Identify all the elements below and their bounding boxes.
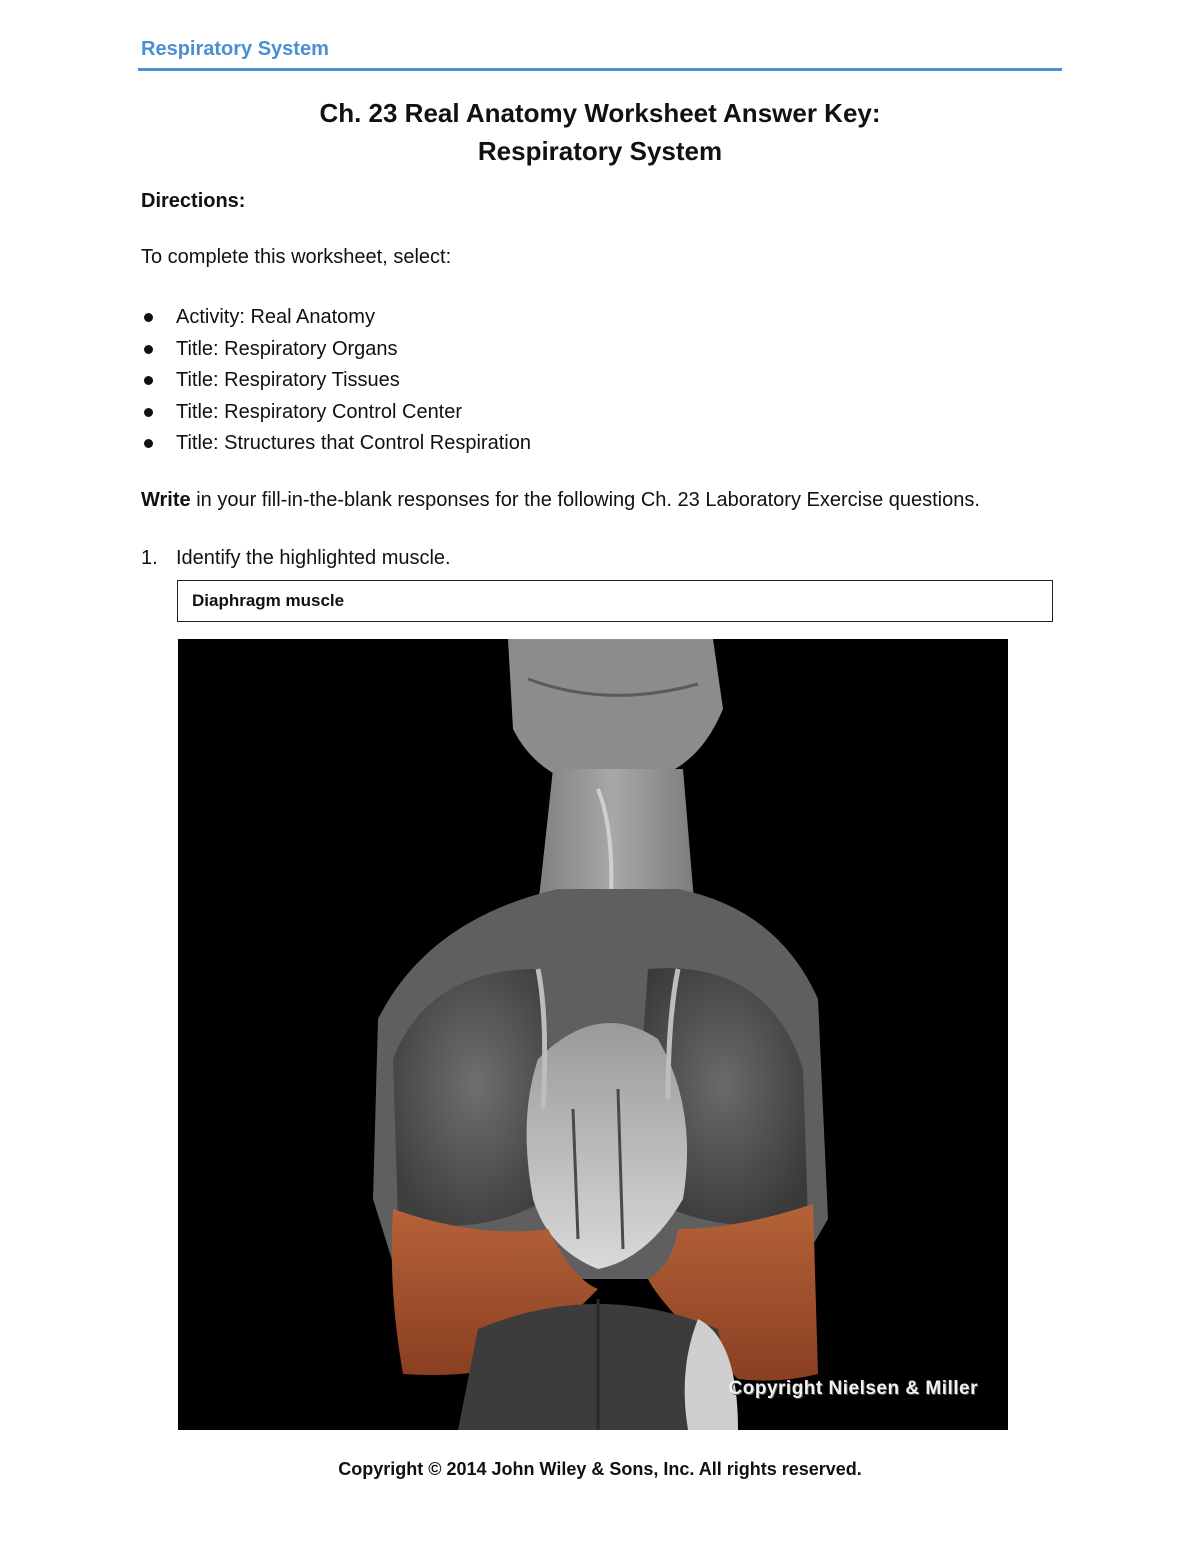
- anatomy-figure: [178, 639, 1008, 1430]
- instruction-rest: in your fill-in-the-blank responses for the following Ch. 23 Laboratory Exercise questions.: [190, 489, 980, 511]
- question-text: Identify the highlighted muscle.: [176, 547, 451, 569]
- list-item: [141, 429, 531, 461]
- list-item: [141, 303, 531, 335]
- list-item-text: Title: Respiratory Tissues: [176, 369, 400, 391]
- bullet-icon: [144, 439, 153, 448]
- list-item-text: Title: Respiratory Control Center: [176, 400, 463, 423]
- directions-list: [141, 303, 531, 461]
- answer-box[interactable]: [177, 580, 1053, 622]
- bullet-icon: [144, 345, 153, 354]
- question-number: 1.: [141, 547, 158, 569]
- title-line-2: Respiratory System: [477, 136, 723, 166]
- list-item: [141, 398, 531, 430]
- bullet-icon: [144, 376, 153, 385]
- list-item-text: Title: Respiratory Organs: [176, 337, 398, 360]
- instruction-text: [141, 489, 980, 512]
- instruction-lead: Write: [141, 489, 191, 511]
- page-title: [0, 94, 1200, 170]
- footer-copyright: Copyright © 2014 John Wiley & Sons, Inc. All rights reserved.: [338, 1459, 862, 1479]
- directions-label: Directions:: [141, 190, 246, 212]
- bullet-icon: [144, 313, 153, 322]
- list-item-text: Title: Structures that Control Respiration: [176, 432, 531, 454]
- bullet-icon: [144, 408, 153, 417]
- directions-intro: To complete this worksheet, select:: [141, 246, 452, 268]
- list-item: [141, 366, 531, 398]
- list-item-text: Activity: Real Anatomy: [176, 306, 375, 328]
- title-line-1: Ch. 23 Real Anatomy Worksheet Answer Key:: [319, 98, 881, 128]
- torso-illustration: [178, 639, 1008, 1430]
- head-shape: [508, 639, 723, 789]
- running-head: Respiratory System: [141, 38, 329, 60]
- figure-watermark: Copyright Nielsen & Miller: [728, 1378, 978, 1399]
- list-item: [141, 335, 531, 367]
- header-rule: [138, 68, 1062, 71]
- answer-text: Diaphragm muscle: [192, 591, 345, 610]
